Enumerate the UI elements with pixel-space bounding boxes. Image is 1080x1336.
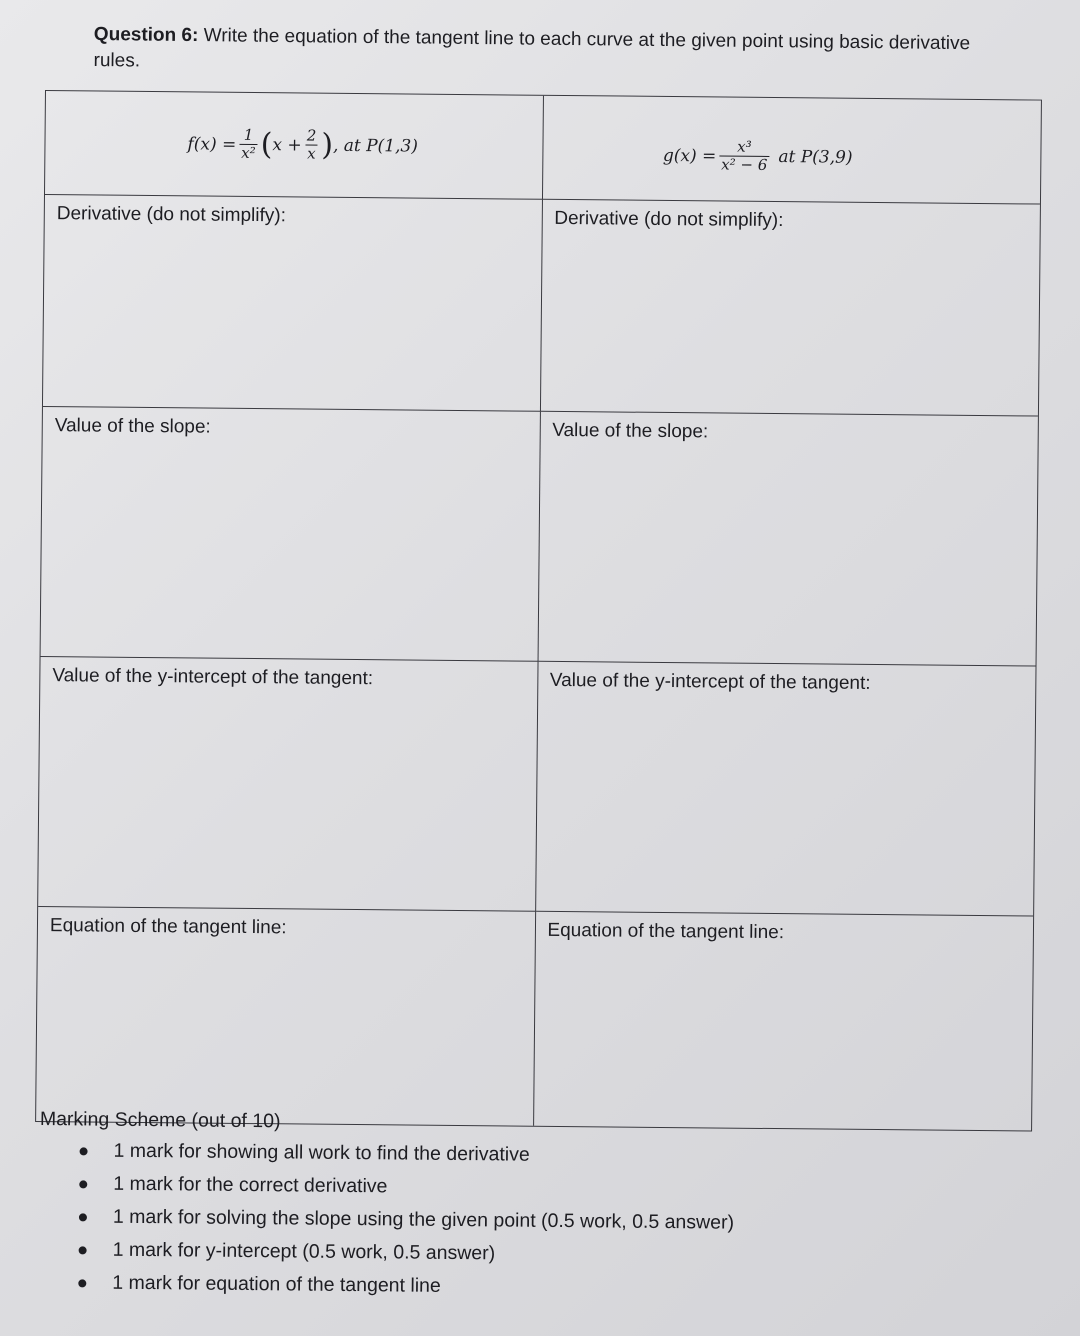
- bullet-icon: [79, 1213, 87, 1221]
- f-open-paren: (: [260, 126, 273, 162]
- g-frac-numerator: x³: [737, 137, 752, 156]
- marking-item: [39, 1203, 939, 1239]
- function-g: [662, 111, 852, 202]
- bullet-icon: [78, 1279, 86, 1287]
- f-name: f(x) =: [187, 133, 237, 155]
- marking-scheme-title: Marking Scheme (out of 10): [39, 1108, 281, 1133]
- g-name: g(x) =: [662, 145, 717, 166]
- question-header: [93, 22, 993, 83]
- f-inner-x: x +: [272, 134, 302, 155]
- marking-item-text: 1 mark for y-intercept (0.5 work, 0.5 answer): [112, 1238, 496, 1265]
- marking-item-text: 1 mark for equation of the tangent line: [112, 1271, 441, 1297]
- f-point: , at P(1,3): [332, 135, 419, 157]
- marking-item: [39, 1236, 939, 1272]
- g-frac-denominator: x² − 6: [721, 155, 768, 174]
- marking-item: [39, 1170, 939, 1206]
- bullet-icon: [80, 1147, 88, 1155]
- f-frac1-numerator: 1: [243, 125, 254, 145]
- marking-scheme: [38, 1108, 940, 1311]
- question-text: Write the equation of the tangent line to each curve at the given point using basic derivative rules.: [93, 25, 971, 72]
- left-intercept-label: Value of the y-intercept of the tangent:: [52, 665, 374, 690]
- left-equation-label: Equation of the tangent line:: [49, 915, 287, 939]
- marking-item: [39, 1137, 939, 1173]
- f-close-paren: ): [321, 127, 334, 163]
- right-function-cell: [542, 96, 1040, 205]
- left-derivative-cell[interactable]: [43, 195, 543, 412]
- g-point: at P(3,9): [778, 146, 853, 168]
- marking-item-text: 1 mark for solving the slope using the given point (0.5 work, 0.5 answer): [112, 1205, 735, 1234]
- marking-item-text: 1 mark for showing all work to find the derivative: [113, 1139, 530, 1166]
- g-fraction: [719, 138, 769, 173]
- left-slope-label: Value of the slope:: [54, 415, 211, 438]
- marking-list: [38, 1137, 939, 1305]
- marking-item-text: 1 mark for the correct derivative: [113, 1172, 388, 1198]
- left-function-cell: [45, 91, 543, 200]
- left-equation-cell[interactable]: [36, 907, 536, 1126]
- left-slope-cell[interactable]: [41, 407, 541, 662]
- right-intercept-cell[interactable]: [536, 662, 1036, 917]
- right-intercept-label: Value of the y-intercept of the tangent:: [549, 669, 871, 694]
- f-frac2-numerator: 2: [306, 126, 317, 145]
- right-equation-label: Equation of the tangent line:: [547, 919, 785, 944]
- question-number: Question 6:: [93, 23, 199, 47]
- answer-table: [35, 90, 1042, 1132]
- right-equation-cell[interactable]: [534, 912, 1034, 1131]
- function-f: [187, 92, 418, 197]
- left-derivative-label: Derivative (do not simplify):: [56, 203, 287, 227]
- f-fraction-1: [239, 127, 258, 162]
- marking-item: [38, 1269, 938, 1305]
- f-frac2-denominator: x: [307, 144, 316, 163]
- right-slope-cell[interactable]: [538, 412, 1038, 667]
- f-fraction-2: [305, 127, 319, 162]
- bullet-icon: [79, 1180, 87, 1188]
- bullet-icon: [79, 1246, 87, 1254]
- right-slope-label: Value of the slope:: [552, 419, 709, 443]
- f-frac1-denominator: x²: [241, 143, 256, 163]
- left-intercept-cell[interactable]: [38, 657, 538, 912]
- right-derivative-label: Derivative (do not simplify):: [554, 207, 784, 232]
- right-derivative-cell[interactable]: [540, 200, 1040, 417]
